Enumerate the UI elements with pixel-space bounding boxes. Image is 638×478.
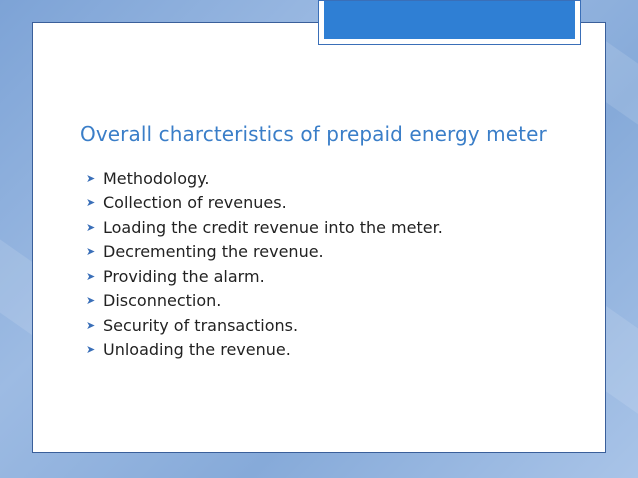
- arrow-bullet-icon: ➤: [86, 171, 96, 185]
- arrow-bullet-icon: ➤: [86, 318, 96, 332]
- list-item: [86, 289, 443, 314]
- list-item: [86, 166, 443, 191]
- bullet-text: Disconnection.: [103, 291, 222, 311]
- arrow-bullet-icon: ➤: [86, 245, 96, 259]
- list-item: [86, 338, 443, 363]
- list-item: [86, 264, 443, 289]
- arrow-bullet-icon: ➤: [86, 269, 96, 283]
- header-accent-box: [318, 0, 581, 45]
- arrow-bullet-icon: ➤: [86, 196, 96, 210]
- header-accent-fill: [324, 1, 575, 39]
- bullet-text: Methodology.: [103, 168, 210, 188]
- arrow-bullet-icon: ➤: [86, 294, 96, 308]
- list-item: [86, 215, 443, 240]
- bullet-text: Providing the alarm.: [103, 266, 265, 286]
- list-item: [86, 313, 443, 338]
- arrow-bullet-icon: ➤: [86, 343, 96, 357]
- bullet-text: Collection of revenues.: [103, 193, 287, 213]
- bullet-text: Decrementing the revenue.: [103, 242, 324, 262]
- list-item: [86, 191, 443, 216]
- bullet-list: [86, 166, 443, 362]
- list-item: [86, 240, 443, 265]
- bullet-text: Loading the credit revenue into the meter.: [103, 217, 443, 237]
- slide-title: Overall charcteristics of prepaid energy meter: [80, 122, 547, 146]
- bullet-text: Security of transactions.: [103, 315, 299, 335]
- arrow-bullet-icon: ➤: [86, 220, 96, 234]
- bullet-text: Unloading the revenue.: [103, 340, 291, 360]
